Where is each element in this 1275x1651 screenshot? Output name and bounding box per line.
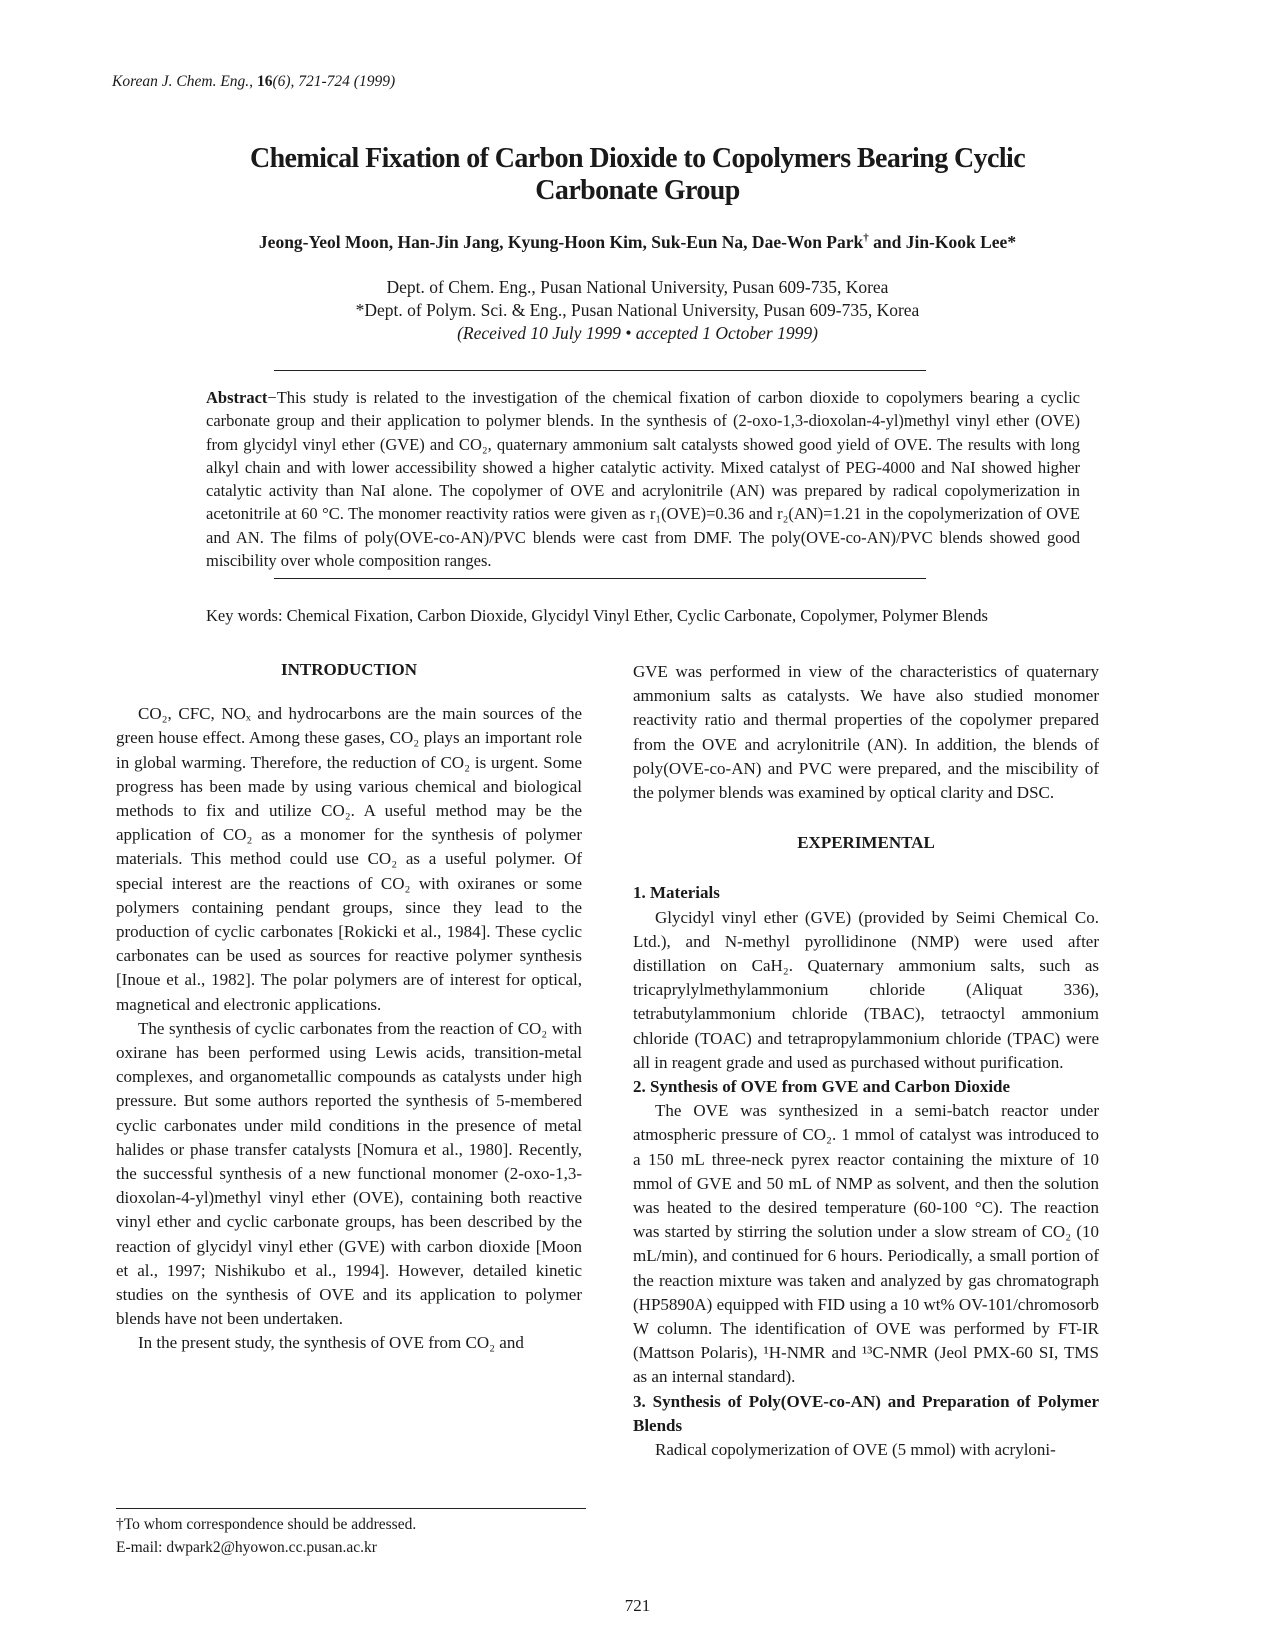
experimental-heading: EXPERIMENTAL xyxy=(797,833,935,853)
page-number: 721 xyxy=(624,1596,651,1615)
affiliation-2: *Dept. of Polym. Sci. & Eng., Pusan National University, Pusan 609-735, Korea xyxy=(355,300,920,320)
footnote-email: E-mail: dwpark2@hyowon.cc.pusan.ac.kr xyxy=(116,1539,377,1556)
author-list xyxy=(0,232,1275,253)
right-column xyxy=(633,660,1099,1462)
journal-volume: 16 xyxy=(256,73,273,90)
footnote-rule xyxy=(116,1508,586,1509)
abstract-label: Abstract xyxy=(206,388,268,407)
section-synthesis-ove-title: 2. Synthesis of OVE from GVE and Carbon Dioxide xyxy=(633,1077,1011,1097)
authors-last: and Jin-Kook Lee* xyxy=(868,232,1017,252)
section-materials-title: 1. Materials xyxy=(633,883,720,903)
section-copolymer-text: Radical copolymerization of OVE (5 mmol) with acryloni- xyxy=(655,1440,1056,1460)
journal-name: Korean J. Chem. Eng., xyxy=(112,73,254,90)
introduction-heading: INTRODUCTION xyxy=(280,660,418,679)
intro-paragraph-3: In the present study, the synthesis of OVE from CO₂ and xyxy=(138,1333,524,1353)
abstract-dash: − xyxy=(267,388,277,407)
journal-issue-pages: (6), 721-724 (1999) xyxy=(272,73,396,90)
section-synthesis-ove-text: The OVE was synthesized in a semi-batch reactor under atmospheric pressure of CO₂. 1 mmol of catalyst was introduced to a 150 mL three-neck pyrex reactor containing the mixture of 10 mmol of GVE and 50 mL of NMP as solvent, and then the solution was heated to the desired temperature (60-100 °C). The reaction was started by stirring the solution under a slow stream of CO₂ (10 mL/min), and continued for 6 hours. Periodically, a small portion of the reaction mixture was taken and analyzed by gas chromatograph (HP5890A) equipped with FID using a 10 wt% OV-101/chromosorb W column. The identification of OVE was performed by FT-IR (Mattson Polaris), ¹H-NMR and ¹³C-NMR (Jeol PMX-60 SI, TMS as an internal standard). xyxy=(633,1101,1099,1387)
footnote-correspondence: †To whom correspondence should be addressed. xyxy=(116,1516,417,1533)
intro-paragraph-2: The synthesis of cyclic carbonates from the reaction of CO₂ with oxirane has been performed using Lewis acids, transition-metal complexes, and organometallic compounds as catalysts under high pressure. But some authors reported the synthesis of 5-membered cyclic carbonates under mild conditions in the presence of metal halides or phase transfer catalysts [Nomura et al., 1980]. Recently, the successful synthesis of a new functional monomer (2-oxo-1,3-dioxolan-4-yl)methyl vinyl ether (OVE), containing both reactive vinyl ether and cyclic carbonate groups, has been described by the reaction of glycidyl vinyl ether (GVE) with carbon dioxide [Moon et al., 1997; Nishikubo et al., 1994]. However, detailed kinetic studies on the synthesis of OVE and its application to polymer blends have not been undertaken. xyxy=(116,1018,582,1329)
left-column xyxy=(116,658,582,1356)
intro-paragraph-1: CO₂, CFC, NOₓ and hydrocarbons are the main sources of the green house effect. Among these gases, CO₂ plays an important role in global warming. Therefore, the reduction of CO₂ is urgent. Some progress has been made by using various chemical and biological methods to fix and utilize CO₂. A useful method may be the application of CO₂ as a monomer for the synthesis of polymer materials. This method could use CO₂ as a useful polymer. Of special interest are the reactions of CO₂ with oxiranes or some polymers containing pendant groups, since they lead to the production of cyclic carbonates [Rokicki et al., 1984]. These cyclic carbonates can be used as sources for reactive polymer synthesis [Inoue et al., 1982]. The polar polymers are of interest for optical, magnetical and electronic applications. xyxy=(116,704,582,1014)
title-line-2: Carbonate Group xyxy=(535,175,740,206)
title-line-1: Chemical Fixation of Carbon Dioxide to Copolymers Bearing Cyclic xyxy=(249,143,1026,174)
affiliations xyxy=(0,276,1275,345)
abstract-bottom-rule xyxy=(274,578,926,579)
authors-main: Jeong-Yeol Moon, Han-Jin Jang, Kyung-Hoon Kim, Suk-Eun Na, Dae-Won Park xyxy=(258,232,864,252)
abstract-top-rule xyxy=(274,370,926,371)
intro-continuation: GVE was performed in view of the characteristics of quaternary ammonium salts as catalysts. We have also studied monomer reactivity ratio and thermal properties of the copolymer prepared from the OVE and acrylonitrile (AN). In addition, the blends of poly(OVE-co-AN) and PVC were prepared, and the miscibility of the polymer blends was examined by optical clarity and DSC. xyxy=(633,662,1099,803)
received-dates: (Received 10 July 1999 • accepted 1 October 1999) xyxy=(457,323,818,343)
corresponding-dagger: † xyxy=(863,232,869,245)
journal-citation xyxy=(112,73,395,91)
keywords: Key words: Chemical Fixation, Carbon Dioxide, Glycidyl Vinyl Ether, Cyclic Carbonate, Copolymer, Polymer Blends xyxy=(206,606,988,625)
paper-title xyxy=(0,143,1275,207)
affiliation-1: Dept. of Chem. Eng., Pusan National University, Pusan 609-735, Korea xyxy=(386,277,889,297)
section-materials-text: Glycidyl vinyl ether (GVE) (provided by Seimi Chemical Co. Ltd.), and N-methyl pyrollidinone (NMP) were used after distillation on CaH₂. Quaternary ammonium salts, such as tricaprylylmethylammonium chloride (Aliquat 336), tetrabutylammonium chloride (TBAC), tetraoctyl ammonium chloride (TOAC) and tetrapropylammonium chloride (TPAC) were all in reagent grade and used as purchased without purification. xyxy=(633,907,1099,1072)
abstract-text: This study is related to the investigation of the chemical fixation of carbon dioxide to copolymers bearing a cyclic carbonate group and their application to polymer blends. In the synthesis of (2-oxo-1,3-dioxolan-4-yl)methyl vinyl ether (OVE) from glycidyl vinyl ether (GVE) and CO₂, quaternary ammonium salt catalysts showed good yield of OVE. The results with long alkyl chain and with lower accessibility showed a higher catalytic activity. Mixed catalyst of PEG-4000 and NaI showed higher catalytic activity than NaI alone. The copolymer of OVE and acrylonitrile (AN) was prepared by radical copolymerization in acetonitrile at 60 °C. The monomer reactivity ratios were given as r₁(OVE)=0.36 and r₂(AN)=1.21 in the copolymerization of OVE and AN. The films of poly(OVE-co-AN)/PVC blends were cast from DMF. The poly(OVE-co-AN)/PVC blends showed good miscibility over whole composition ranges. xyxy=(206,388,1080,571)
section-copolymer-title: 3. Synthesis of Poly(OVE-co-AN) and Preparation of Polymer Blends xyxy=(633,1391,1099,1435)
footnote xyxy=(116,1513,416,1559)
abstract xyxy=(206,386,1080,572)
